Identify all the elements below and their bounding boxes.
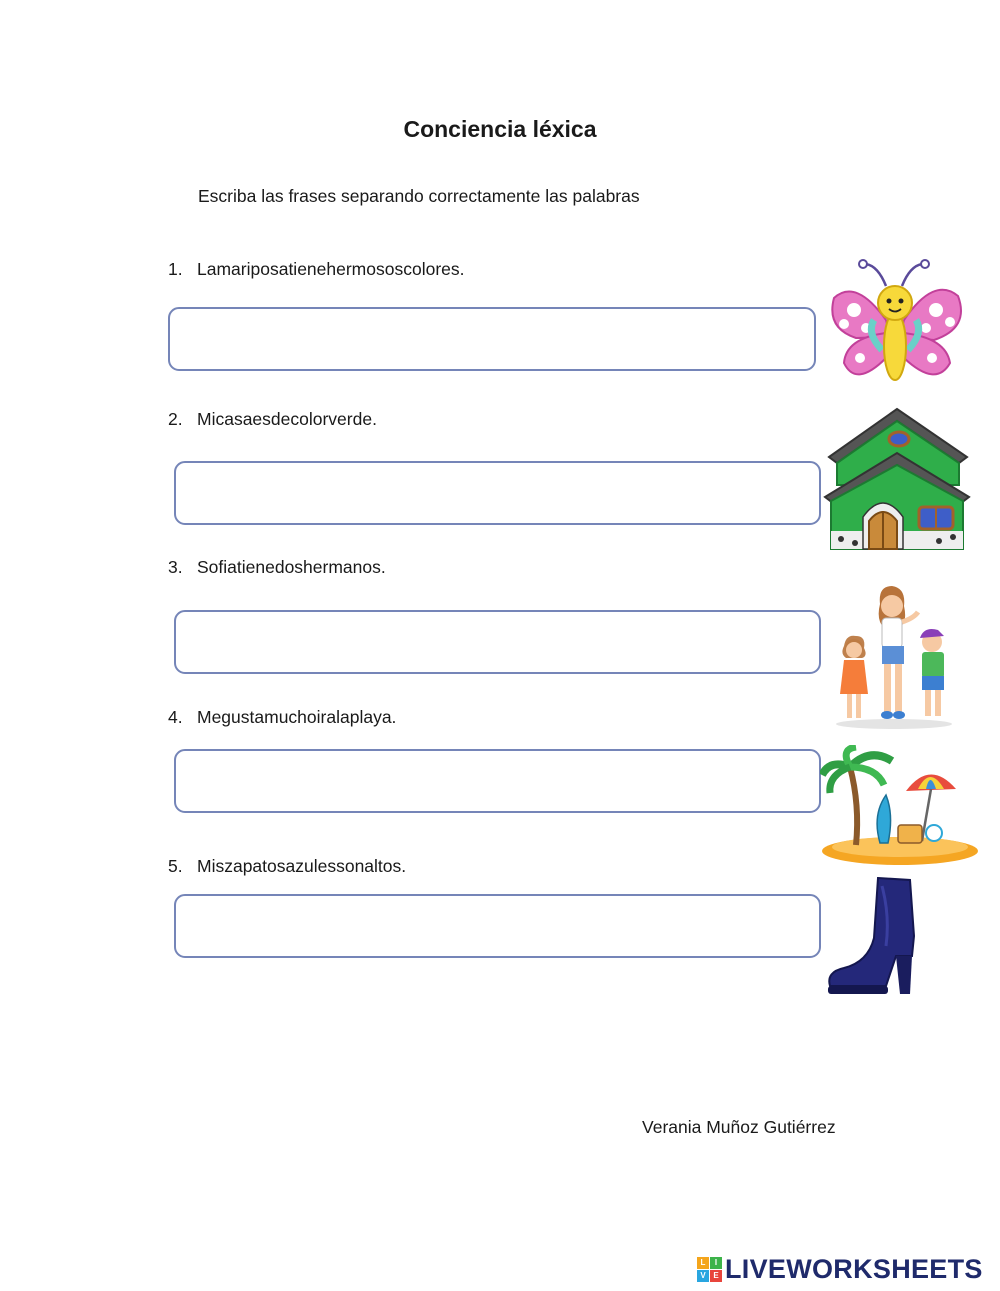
sentence-number: 5. [168,856,183,876]
sentence-2 [168,409,377,430]
family-icon [834,584,954,730]
sentence-text: Megustamuchoiralaplaya. [197,707,397,727]
answer-input-5[interactable] [174,894,821,958]
sentence-number: 1. [168,259,183,279]
logo-cube: I [710,1257,722,1269]
sentence-text: Micasaesdecolorverde. [197,409,377,429]
green-house-icon [823,405,971,553]
logo-text: LIVEWORKSHEETS [725,1254,983,1284]
logo-cube: V [697,1270,709,1282]
answer-input-2[interactable] [174,461,821,525]
beach-island-icon [820,745,980,867]
sentence-number: 4. [168,707,183,727]
sentence-number: 3. [168,557,183,577]
logo-cubes-icon [697,1257,722,1282]
sentence-4 [168,707,396,728]
logo-cube: E [710,1270,722,1282]
page-title: Conciencia léxica [403,116,597,142]
logo-cube: L [697,1257,709,1269]
sentence-5 [168,856,406,877]
liveworksheets-logo[interactable] [697,1254,983,1285]
sentence-text: Sofiatienedoshermanos. [197,557,386,577]
answer-input-3[interactable] [174,610,821,674]
sentence-text: Lamariposatienehermososcolores. [197,259,465,279]
sentence-3 [168,557,386,578]
butterfly-icon [826,258,972,392]
instruction-text: Escriba las frases separando correctamente las palabras [198,186,640,206]
author-name: Verania Muñoz Gutiérrez [642,1117,836,1137]
answer-input-1[interactable] [168,307,816,371]
sentence-text: Miszapatosazulessonaltos. [197,856,407,876]
sentence-1 [168,259,465,280]
blue-boot-icon [826,876,918,1000]
answer-input-4[interactable] [174,749,821,813]
sentence-number: 2. [168,409,183,429]
